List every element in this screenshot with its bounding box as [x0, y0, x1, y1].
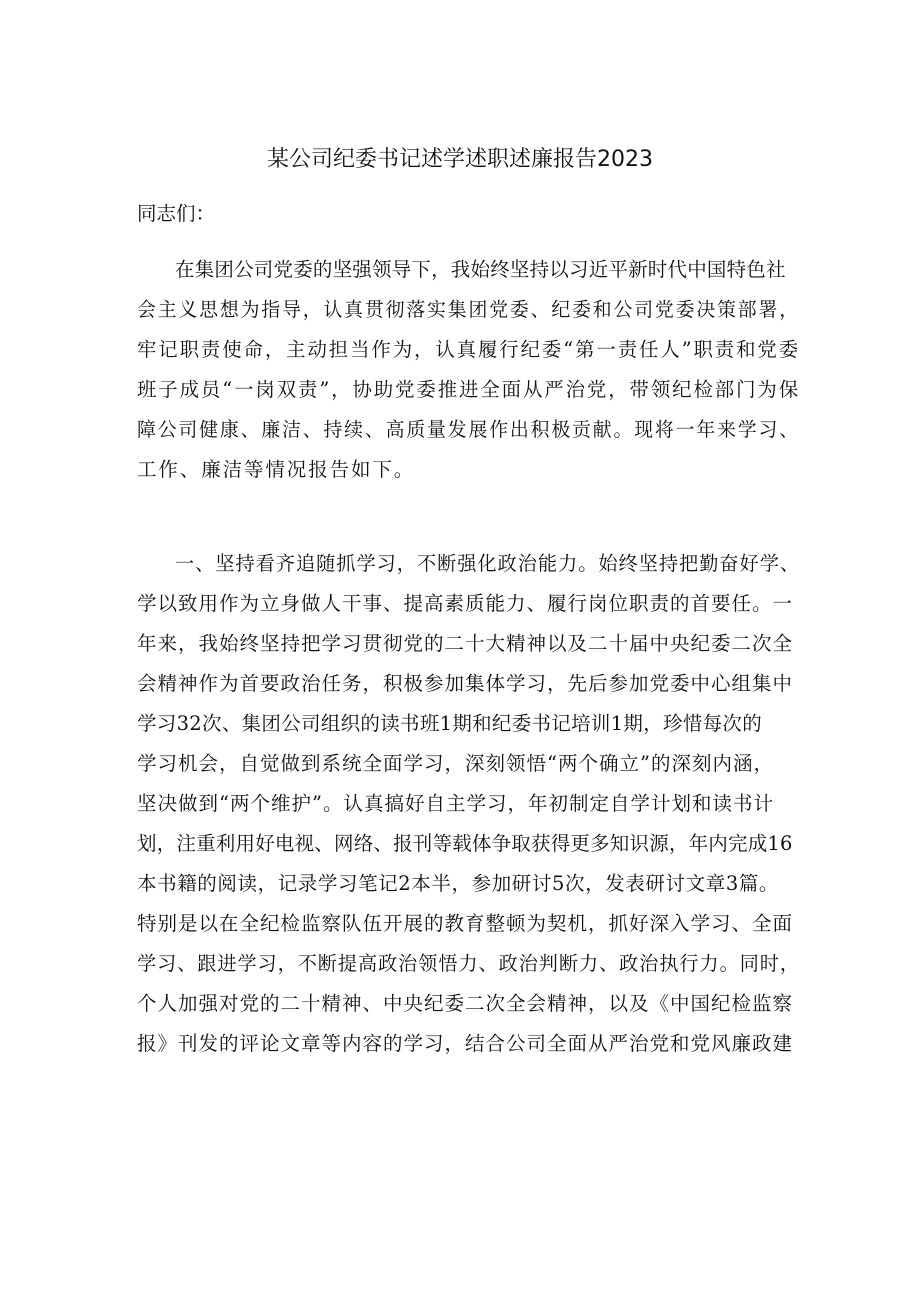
- paragraph-2-line: 会精神作为首要政治任务，积极参加集体学习，先后参加党委中心组集中: [137, 672, 794, 695]
- paragraph-2-line: 划，注重利用好电视、网络、报刊等载体争取获得更多知识源，年内完成16: [137, 832, 793, 855]
- paragraph-2-line: 学习32次、集团公司组织的读书班1期和纪委书记培训1期，珍惜每次的: [137, 712, 763, 735]
- document-title: 某公司纪委书记述学述职述廉报告2023: [267, 147, 653, 172]
- paragraph-2-line: 坚决做到“两个维护”。认真搞好自主学习，年初制定自学计划和读书计: [137, 792, 774, 815]
- paragraph-1-line: 班子成员“一岗双责”，协助党委推进全面从严治党，带领纪检部门为保: [137, 378, 801, 401]
- paragraph-2-line: 学习、跟进学习，不断提高政治领悟力、政治判断力、政治执行力。同时，: [137, 952, 800, 975]
- paragraph-2-line: 学以致用作为立身做人干事、提高素质能力、履行岗位职责的首要任。一: [137, 592, 794, 615]
- paragraph-2-line: 个人加强对党的二十精神、中央纪委二次全会精神，以及《中国纪检监察: [137, 992, 794, 1015]
- paragraph-1-line: 障公司健康、廉洁、持续、高质量发展作出积极贡献。现将一年来学习、: [137, 418, 800, 441]
- paragraph-2-line: 特别是以在全纪检监察队伍开展的教育整顿为契机，抓好深入学习、全面: [137, 912, 794, 935]
- paragraph-1-line: 工作、廉洁等情况报告如下。: [137, 458, 416, 481]
- paragraph-1-line: 在集团公司党委的坚强领导下，我始终坚持以习近平新时代中国特色社: [175, 258, 786, 281]
- paragraph-2-line: 年来，我始终坚持把学习贯彻党的二十大精神以及二十届中央纪委二次全: [137, 632, 794, 655]
- paragraph-2-line: 本书籍的阅读，记录学习笔记2本半，参加研讨5次，发表研讨文章3篇。: [137, 872, 780, 895]
- salutation: 同志们：: [137, 202, 216, 225]
- paragraph-2-line: 一、坚持看齐追随抓学习，不断强化政治能力。始终坚持把勤奋好学、: [175, 552, 801, 575]
- paragraph-2-line: 学习机会，自觉做到系统全面学习，深刻领悟“两个确立”的深刻内涵，: [137, 752, 774, 775]
- paragraph-2-line: 报》刊发的评论文章等内容的学习，结合公司全面从严治党和党风廉政建: [137, 1032, 794, 1055]
- paragraph-1-line: 会主义思想为指导，认真贯彻落实集团党委、纪委和公司党委决策部署，: [137, 298, 800, 321]
- paragraph-1-line: 牢记职责使命，主动担当作为，认真履行纪委“第一责任人”职责和党委: [137, 338, 801, 361]
